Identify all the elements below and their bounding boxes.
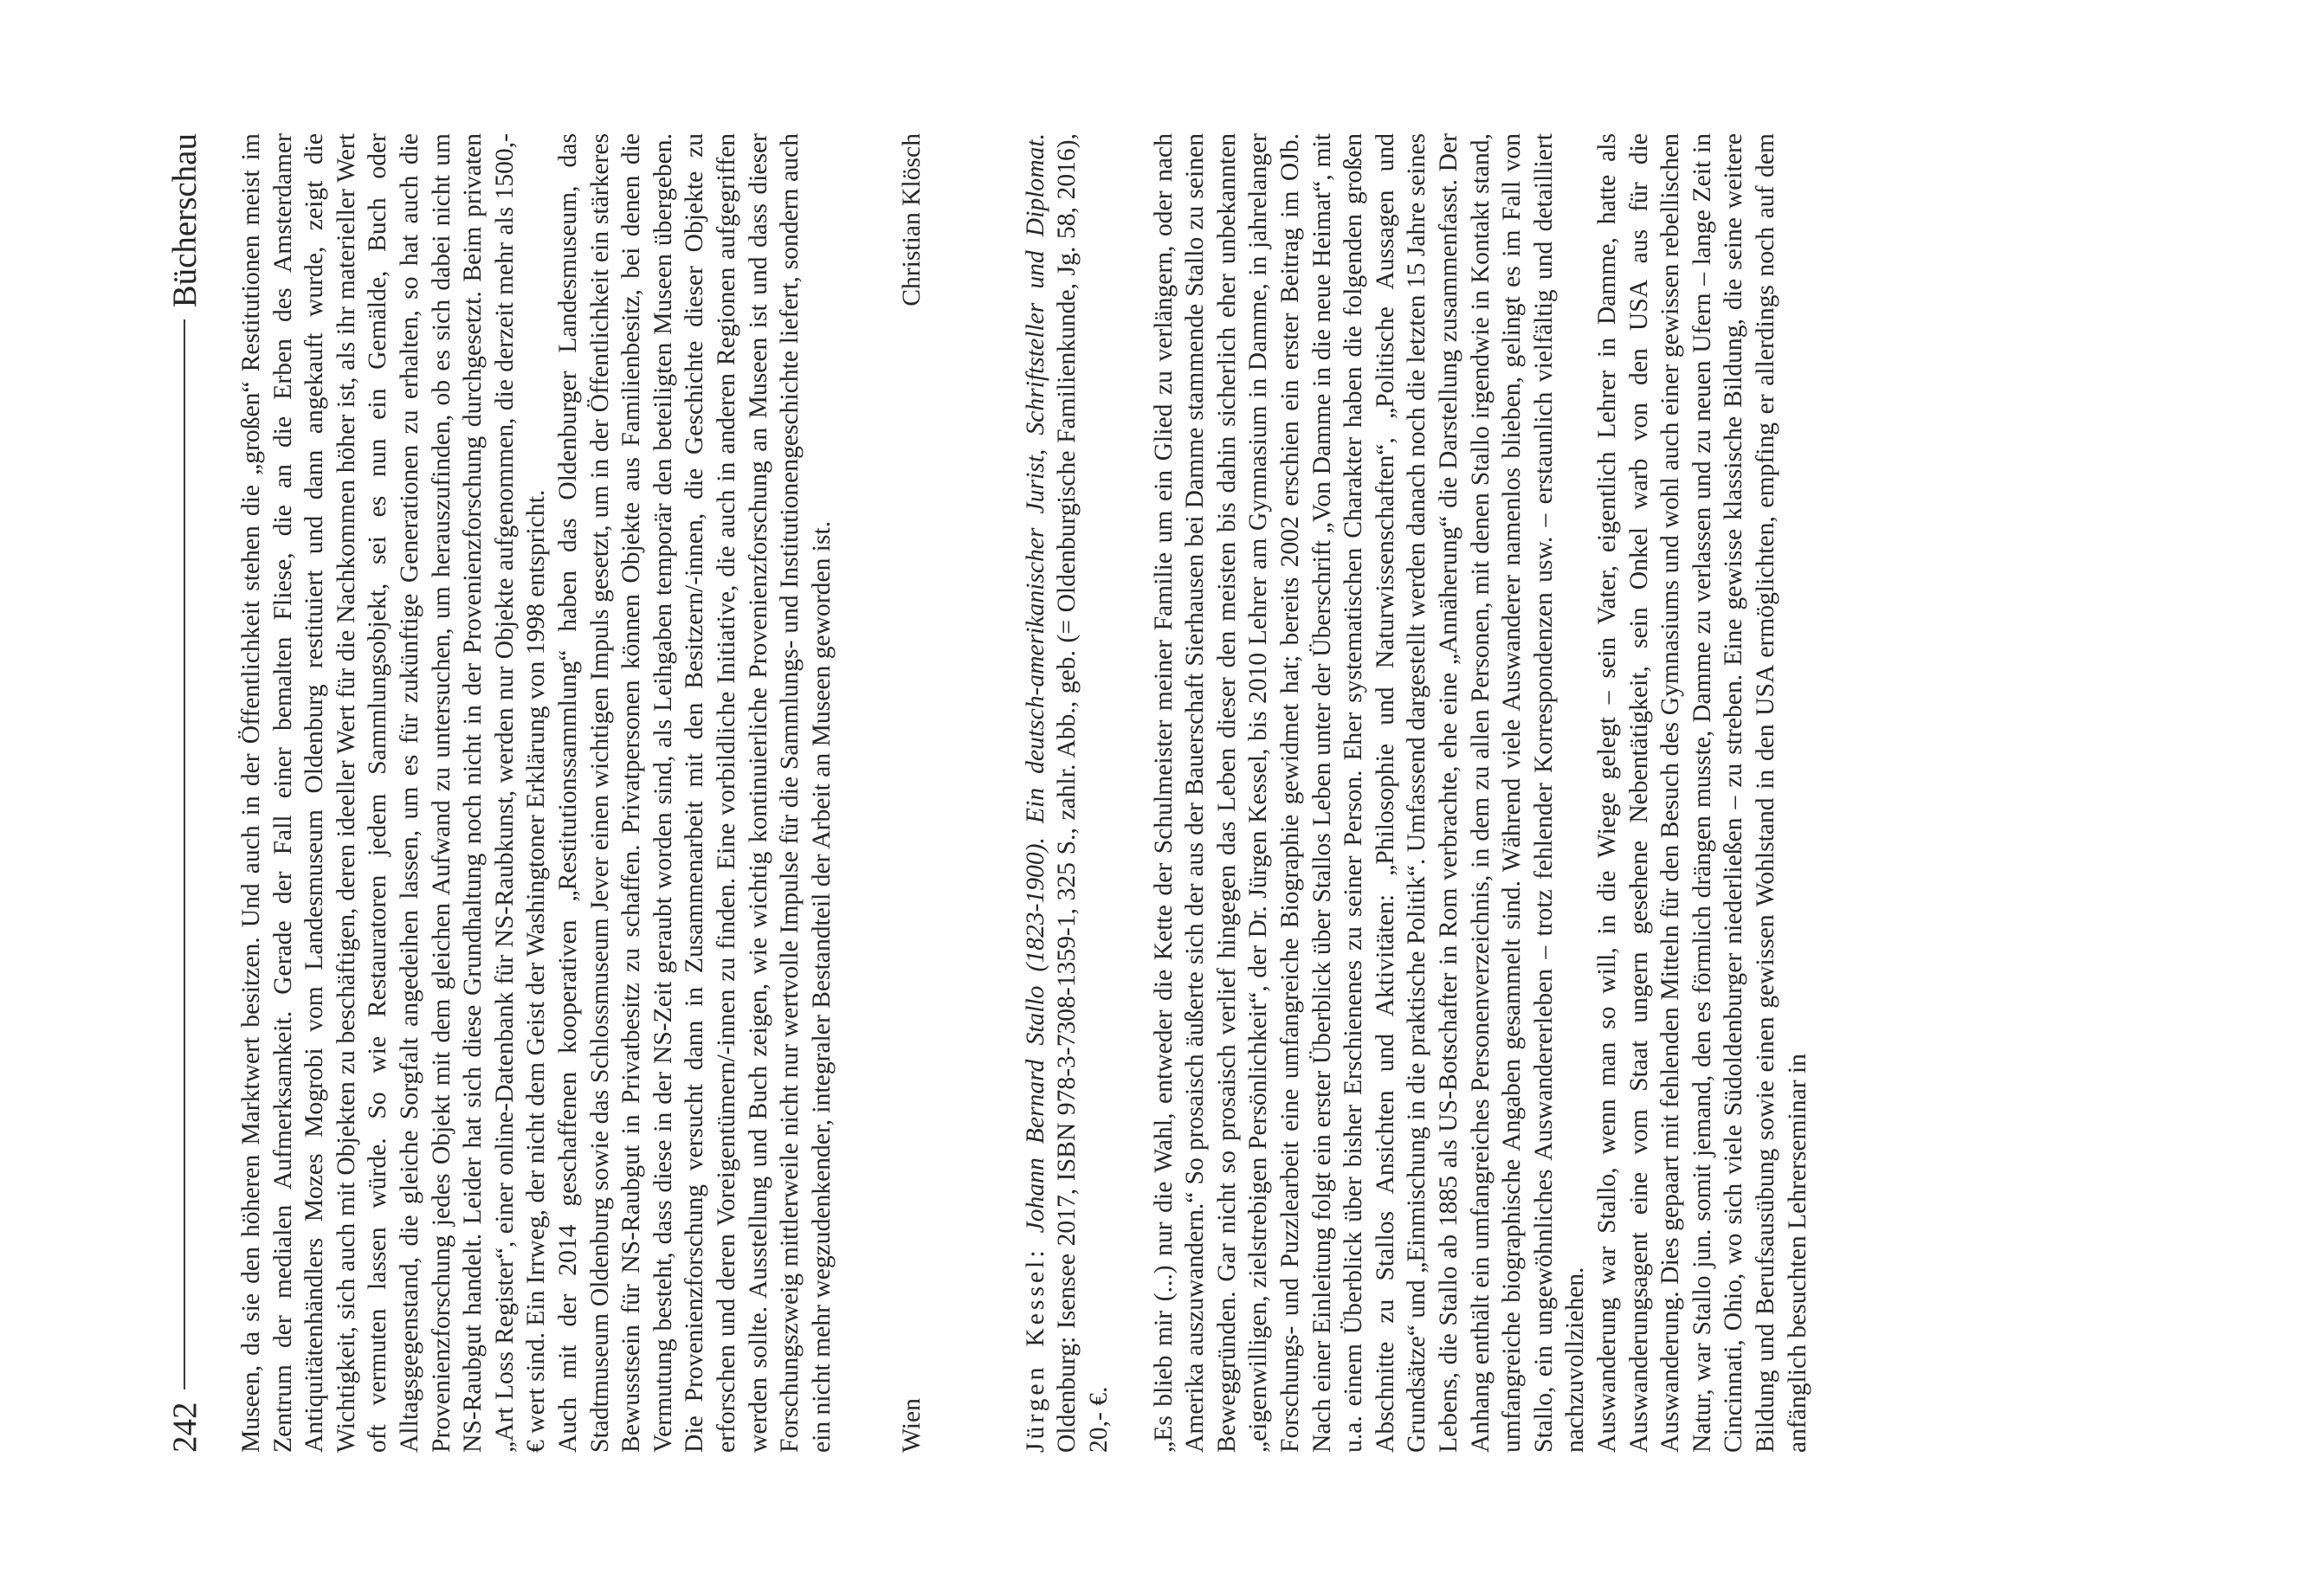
page-body	[236, 133, 1813, 1453]
reviewed-book-details: Oldenburg: Isensee 2017, ISBN 978-3-7308-1359-1, 325 S., zahlr. Abb., geb. (= Oldenburgische Familienkunde, Jg. 58, 2016), 20,- €.	[1053, 133, 1114, 1453]
running-header	[160, 133, 209, 1453]
spacer	[928, 133, 987, 1453]
spacer	[987, 133, 1020, 1453]
review-2-bibliography	[1020, 133, 1115, 1453]
review-1-signature	[896, 133, 928, 1453]
book-page	[153, 118, 2171, 1468]
header-rule	[184, 319, 185, 1389]
review-2-paragraph-2: Auswanderung war Stallo, wenn man so will, in die Wiege gelegt – sein Vater, eigentlich Lehrer in Damme, hatte als Auswanderungsagent eine vom Staat ungern gesehene Nebentätigkeit, sein Onkel warb von den USA aus für die Auswanderung. Dies gepaart mit fehlenden Mitteln für den Besuch des Gymnasiums und wohl auch einer gewissen rebellischen Natur, war Stallo jun. somit jemand, den es förmlich drängen musste, Damme zu verlassen und zu neuen Ufern – lange Zeit in Cincinnati, Ohio, wo sich viele Südoldenburger niederließen – zu streben. Eine gewisse klassische Bildung, die seine weitere Bildung und Berufsausübung sowie einen gewissen Wohlstand in den USA ermöglichten, empfing er allerdings noch auf dem anfänglich besuchten Lehrerseminar in	[1592, 133, 1811, 1453]
review-1	[236, 133, 928, 1453]
review-1-paragraph-1: Museen, da sie den höheren Marktwert besitzen. Und auch in der Öffentlichkeit stehen die „großen“ Restitutionen meist im Zentrum der medialen Aufmerksamkeit. Gerade der Fall einer bemalten Fliese, die an die Erben des Amsterdamer Antiquitätenhändlers Mozes Mogrobi vom Landesmuseum Oldenburg restituiert und dann angekauft wurde, zeigt die Wichtigkeit, sich auch mit Objekten zu beschäftigen, deren ideeller Wert für die Nachkommen höher ist, als ihr materieller Wert oft vermuten lassen würde. So wie Restauratoren jedem Sammlungsobjekt, sei es nun ein Gemälde, Buch oder Alltagsgegenstand, die gleiche Sorgfalt angedeihen lassen, um es für zukünftige Generationen zu erhalten, so hat auch die Provenienzforschung jedes Objekt mit dem gleichen Aufwand zu untersuchen, um herauszufinden, ob es sich dabei nicht um NS-Raubgut handelt. Leider hat sich diese Grundhaltung noch nicht in der Provenienzforschung durchgesetzt. Beim privaten „Art Loss Register“, einer online-Datenbank für NS-Raubkunst, werden nur Objekte aufgenommen, die derzeit mehr als 1500,- € wert sind. Ein Irrweg, der nicht dem Geist der Washingtoner Erklärung von 1998 entspricht.	[237, 133, 551, 1453]
page-number: 242	[165, 1402, 203, 1453]
review-1-paragraph-2: Auch mit der 2014 geschaffenen kooperativen „Restitutionssammlung“ haben das Oldenburger Landesmuseum, das Stadtmuseum Oldenburg sowie das Schlossmuseum Jever einen wichtigen Impuls gesetzt, um in der Öffentlichkeit ein stärkeres Bewusstsein für NS-Raubgut in Privatbesitz zu schaffen. Privatpersonen können Objekte aus Familienbesitz, bei denen die Vermutung besteht, dass diese in der NS-Zeit geraubt worden sind, als Leihgaben temporär den beteiligten Museen übergeben. Die Provenienzforschung versucht dann in Zusammenarbeit mit den Besitzern/-innen, die Geschichte dieser Objekte zu erforschen und deren Voreigentümern/-innen zu finden. Eine vorbildliche Initiative, die auch in anderen Regionen aufgegriffen werden sollte. Ausstellung und Buch zeigen, wie wichtig kontinuierliche Provenienzforschung an Museen ist und dass dieser Forschungszweig mittlerweile nicht nur wertvolle Impulse für die Sammlungs- und Institutionengeschichte liefert, sondern auch ein nicht mehr wegzudenkender, integraler Bestandteil der Arbeit an Museen geworden ist.	[553, 133, 836, 1453]
section-title: Bücherschau	[165, 133, 203, 308]
review-1-place: Wien	[898, 1398, 926, 1453]
review-2-paragraph-1: „Es blieb mir (...) nur die Wahl, entweder die Kette der Schulmeister meiner Familie um ein Glied zu verlängern, oder nach Amerika auszuwandern.“ So prosaisch äußerte sich der aus der Bauerschaft Sierhausen bei Damme stammende Stallo zu seinen Beweggründen. Gar nicht so prosaisch verlief hingegen das Leben dieser den meisten bis dahin sicherlich eher unbekannten „eigenwilligen, zielstrebigen Persönlichkeit“, der Dr. Jürgen Kessel, bis 2010 Lehrer am Gymnasium in Damme, in jahrelanger Forschungs- und Puzzlearbeit eine umfangreiche Biographie gewidmet hat; bereits 2002 erschien ein erster Beitrag im OJb. Nach einer Einleitung folgt ein erster Überblick über Stallos Leben unter der Überschrift „Von Damme in die neue Heimat“, mit u.a. einem Überblick über bisher Erschienenes zu seiner Person. Eher systematischen Charakter haben die folgenden großen Abschnitte zu Stallos Ansichten und Aktivitäten: „Philosophie und Naturwissenschaften“, „Politische Aussagen und Grundsätze“ und „Einmischung in die praktische Politik“. Umfassend dargestellt werden danach noch die letzten 15 Jahre seines Lebens, die Stallo ab 1885 als US-Botschafter in Rom verbrachte, ehe eine „Annäherung“ die Darstellung zusammenfasst. Der Anhang enthält ein umfangreiches Personenverzeichnis, in dem zu allen Personen, mit denen Stallo irgendwie in Kontakt stand, umfangreiche biographische Angaben gesammelt sind. Während viele Auswanderer namenlos blieben, gelingt es im Fall von Stallo, ein ungewöhnliches Auswandererleben – trotz fehlender Korrespondenzen usw. – erstaunlich vielfältig und detailliert nachzuvollziehen.	[1149, 133, 1590, 1453]
spacer	[1115, 133, 1148, 1453]
review-1-author: Christian Klösch	[898, 133, 926, 306]
spacer	[837, 133, 896, 1453]
review-2	[1020, 133, 1813, 1453]
reviewed-book-title: Johann Bernard Stallo (1823-1900). Ein deutsch-amerikanischer Jurist, Schriftsteller und Diplomat.	[1021, 133, 1049, 1234]
reviewed-book-author: Jürgen Kessel:	[1021, 1247, 1049, 1453]
